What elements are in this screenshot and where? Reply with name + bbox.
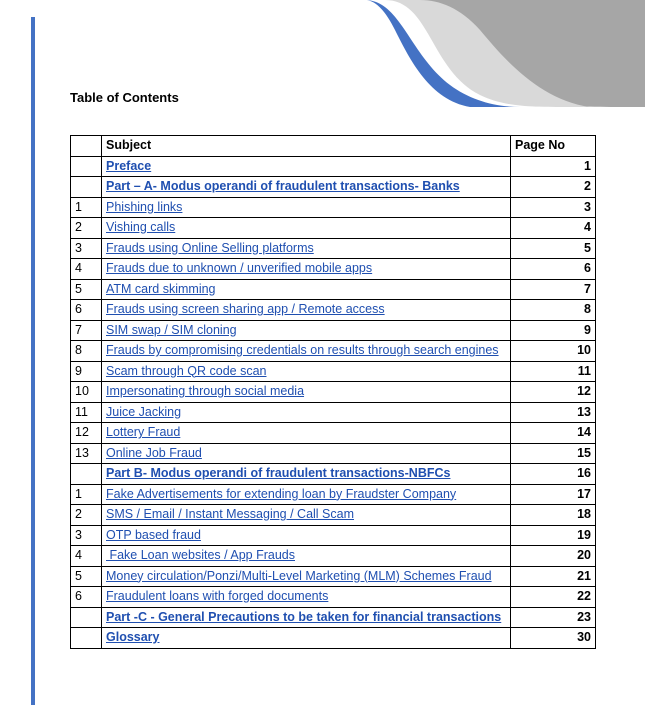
toc-row — [71, 505, 596, 526]
row-number: 6 — [71, 587, 102, 608]
toc-row — [71, 177, 596, 198]
row-number: 9 — [71, 361, 102, 382]
toc-entry-link[interactable]: Frauds due to unknown / unverified mobile apps — [106, 261, 373, 275]
toc-row — [71, 587, 596, 608]
toc-row — [71, 566, 596, 587]
page-title: Table of Contents — [70, 90, 179, 105]
row-page-number: 10 — [511, 341, 596, 362]
row-page-number: 9 — [511, 320, 596, 341]
toc-row — [71, 218, 596, 239]
toc-row — [71, 382, 596, 403]
row-subject-cell — [102, 361, 511, 382]
toc-row — [71, 279, 596, 300]
row-subject-cell — [102, 218, 511, 239]
row-number: 10 — [71, 382, 102, 403]
row-subject-cell — [102, 402, 511, 423]
toc-entry-link[interactable]: Scam through QR code scan — [106, 363, 267, 378]
toc-row — [71, 320, 596, 341]
row-number: 11 — [71, 402, 102, 423]
row-number: 1 — [71, 484, 102, 505]
toc-entry-link[interactable]: Fraudulent loans with forged documents — [106, 589, 329, 603]
row-number: 4 — [71, 259, 102, 280]
toc-entry-link[interactable]: Lottery Fraud — [106, 425, 181, 439]
row-number: 1 — [71, 197, 102, 218]
row-subject-cell — [102, 505, 511, 526]
row-subject-cell — [102, 525, 511, 546]
row-page-number: 2 — [511, 177, 596, 198]
row-number: 4 — [71, 546, 102, 567]
row-number: 5 — [71, 566, 102, 587]
row-page-number: 11 — [511, 361, 596, 382]
row-page-number: 17 — [511, 484, 596, 505]
toc-entry-link[interactable]: Part – A- Modus operandi of fraudulent transactions- Banks — [106, 179, 460, 193]
row-subject-cell — [102, 423, 511, 444]
row-number: 5 — [71, 279, 102, 300]
toc-entry-link[interactable]: Fake Loan websites / App Frauds — [106, 548, 295, 562]
row-page-number: 4 — [511, 218, 596, 239]
row-page-number: 22 — [511, 587, 596, 608]
toc-entry-link[interactable]: Preface — [106, 158, 152, 173]
toc-row — [71, 300, 596, 321]
row-subject-cell — [102, 156, 511, 177]
row-number — [71, 607, 102, 628]
row-subject-cell — [102, 279, 511, 300]
toc-entry-link[interactable]: Frauds using Online Selling platforms — [106, 240, 314, 255]
row-page-number: 20 — [511, 546, 596, 567]
toc-table — [70, 135, 596, 649]
row-number: 8 — [71, 341, 102, 362]
toc-row — [71, 197, 596, 218]
row-page-number: 1 — [511, 156, 596, 177]
row-page-number: 8 — [511, 300, 596, 321]
row-page-number: 13 — [511, 402, 596, 423]
row-page-number: 6 — [511, 259, 596, 280]
header-page: Page No — [511, 136, 596, 157]
row-number — [71, 464, 102, 485]
row-subject-cell — [102, 320, 511, 341]
row-number — [71, 177, 102, 198]
row-number: 3 — [71, 525, 102, 546]
toc-entry-link[interactable]: Fake Advertisements for extending loan by Fraudster Company — [106, 486, 457, 501]
toc-entry-link[interactable]: ATM card skimming — [106, 281, 216, 296]
row-page-number: 12 — [511, 382, 596, 403]
row-page-number: 16 — [511, 464, 596, 485]
row-number: 6 — [71, 300, 102, 321]
row-subject-cell — [102, 464, 511, 485]
toc-row — [71, 546, 596, 567]
left-accent-bar — [31, 17, 35, 705]
row-number: 3 — [71, 238, 102, 259]
toc-row — [71, 259, 596, 280]
row-number: 7 — [71, 320, 102, 341]
toc-entry-link[interactable]: Vishing calls — [106, 220, 176, 234]
row-subject-cell — [102, 341, 511, 362]
row-subject-cell — [102, 238, 511, 259]
row-page-number: 23 — [511, 607, 596, 628]
row-page-number: 5 — [511, 238, 596, 259]
row-subject-cell — [102, 197, 511, 218]
row-subject-cell — [102, 484, 511, 505]
row-subject-cell — [102, 587, 511, 608]
toc-entry-link[interactable]: Juice Jacking — [106, 404, 182, 419]
row-number: 12 — [71, 423, 102, 444]
toc-entry-link[interactable]: Frauds using screen sharing app / Remote access — [106, 302, 385, 316]
row-subject-cell — [102, 259, 511, 280]
toc-entry-link[interactable]: SIM swap / SIM cloning — [106, 322, 237, 337]
toc-row — [71, 628, 596, 649]
row-number: 2 — [71, 505, 102, 526]
toc-row — [71, 238, 596, 259]
row-page-number: 30 — [511, 628, 596, 649]
row-subject-cell — [102, 546, 511, 567]
toc-entry-link[interactable]: OTP based fraud — [106, 527, 201, 542]
toc-row — [71, 156, 596, 177]
row-subject-cell — [102, 177, 511, 198]
toc-row — [71, 341, 596, 362]
row-subject-cell — [102, 382, 511, 403]
header-num-cell — [71, 136, 102, 157]
toc-row — [71, 525, 596, 546]
row-page-number: 15 — [511, 443, 596, 464]
row-page-number: 21 — [511, 566, 596, 587]
toc-row — [71, 423, 596, 444]
toc-entry-link[interactable]: Online Job Fraud — [106, 445, 202, 460]
row-subject-cell — [102, 566, 511, 587]
toc-entry-link[interactable]: Impersonating through social media — [106, 384, 305, 398]
toc-header-row — [71, 136, 596, 157]
toc-entry-link[interactable]: Frauds by compromising credentials on results through search engines — [106, 343, 499, 357]
row-number — [71, 628, 102, 649]
row-subject-cell — [102, 628, 511, 649]
toc-entry-link[interactable]: Phishing links — [106, 199, 183, 214]
toc-row — [71, 402, 596, 423]
toc-row — [71, 484, 596, 505]
row-subject-cell — [102, 300, 511, 321]
row-page-number: 19 — [511, 525, 596, 546]
row-page-number: 7 — [511, 279, 596, 300]
row-subject-cell — [102, 443, 511, 464]
row-page-number: 3 — [511, 197, 596, 218]
toc-row — [71, 361, 596, 382]
toc-entry-link[interactable]: Part B- Modus operandi of fraudulent transactions-NBFCs — [106, 466, 451, 480]
row-page-number: 18 — [511, 505, 596, 526]
row-subject-cell — [102, 607, 511, 628]
toc-entry-link[interactable]: Money circulation/Ponzi/Multi-Level Marketing (MLM) Schemes Fraud — [106, 568, 492, 583]
toc-row — [71, 607, 596, 628]
row-number: 2 — [71, 218, 102, 239]
row-page-number: 14 — [511, 423, 596, 444]
toc-row — [71, 464, 596, 485]
row-number — [71, 156, 102, 177]
toc-entry-link[interactable]: Part -C - General Precautions to be taken for financial transactions — [106, 609, 502, 624]
header-subject: Subject — [102, 136, 511, 157]
toc-row — [71, 443, 596, 464]
row-number: 13 — [71, 443, 102, 464]
toc-entry-link[interactable]: Glossary — [106, 630, 160, 644]
toc-entry-link[interactable]: SMS / Email / Instant Messaging / Call Scam — [106, 507, 355, 521]
